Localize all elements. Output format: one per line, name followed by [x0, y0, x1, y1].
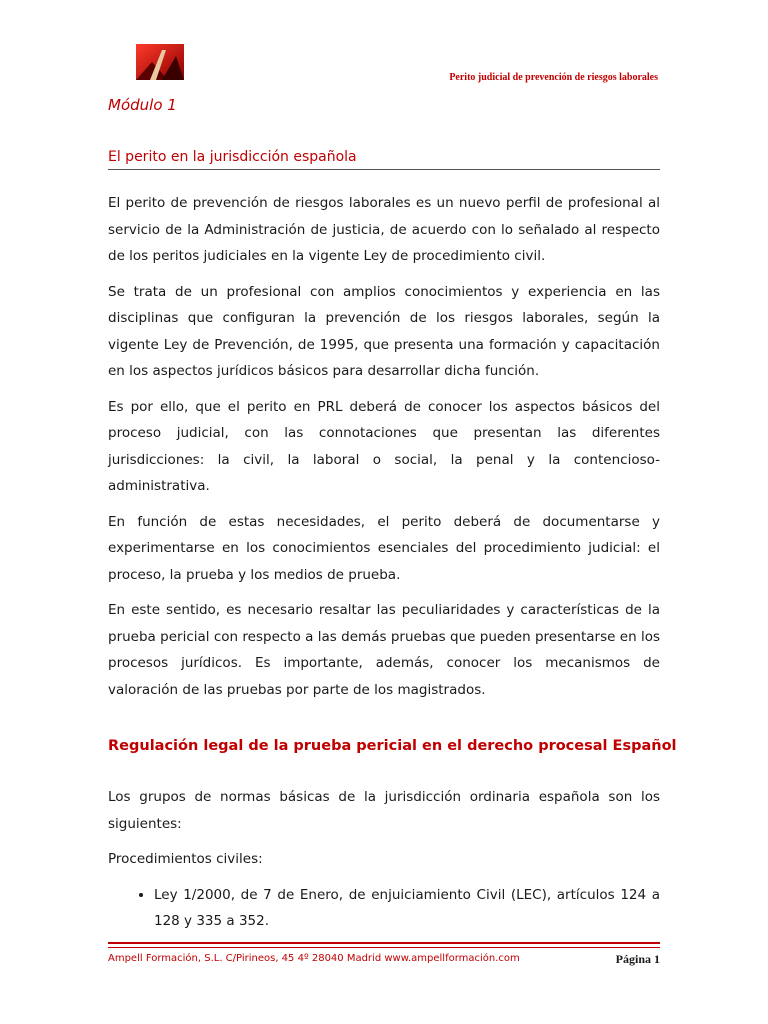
- ampell-logo-icon: [132, 42, 188, 82]
- subsection-heading: Regulación legal de la prueba pericial en el derecho procesal Español: [108, 738, 677, 754]
- bullet-list: [108, 882, 660, 935]
- paragraph: Los grupos de normas básicas de la jurisdicción ordinaria española son los siguientes:: [108, 789, 660, 832]
- page-indicator: [616, 952, 660, 967]
- paragraph: Es por ello, que el perito en PRL deberá de conocer los aspectos básicos del proceso judicial, con las connotaciones que presentan las diferentes jurisdicciones: la civil, la laboral o social, la penal y la contencioso-administrativa.: [108, 398, 660, 494]
- module-title: Módulo 1: [108, 96, 177, 114]
- section-heading: El perito en la jurisdicción española: [108, 149, 660, 170]
- footer-company-info: Ampell Formación, S.L. C/Pirineos, 45 4º 28040 Madrid www.ampellformación.com: [108, 953, 520, 964]
- page-label: Página: [615, 952, 651, 966]
- page-number: 1: [654, 952, 660, 966]
- section-body: [108, 190, 660, 712]
- footer-divider: [108, 942, 660, 948]
- paragraph: El perito de prevención de riesgos laborales es un nuevo perfil de profesional al servicio de la Administración de justicia, de acuerdo con lo señalado al respecto de los peritos judiciales en la vigente Ley de procedimiento civil.: [108, 195, 660, 264]
- list-item: • Ley 1/2000, de 7 de Enero, de enjuiciamiento Civil (LEC), artículos 124 a 128 y 335 a 352.: [154, 882, 660, 935]
- paragraph: En este sentido, es necesario resaltar las peculiaridades y características de la prueba pericial con respecto a las demás pruebas que pueden presentarse en los procesos jurídicos. Es importante, además, conocer los mecanismos de valoración de las pruebas por parte de los magistrados.: [108, 602, 660, 698]
- list-label: Procedimientos civiles:: [108, 851, 263, 867]
- subsection-body: [108, 784, 660, 935]
- paragraph: En función de estas necesidades, el perito deberá de documentarse y experimentarse en los conocimientos esenciales del procedimiento judicial: el proceso, la prueba y los medios de prueba.: [108, 513, 660, 583]
- paragraph: Se trata de un profesional con amplios conocimientos y experiencia en las disciplinas que configuran la prevención de los riesgos laborales, según la vigente Ley de Prevención, de 1995, que presenta una formación y capacitación en los aspectos jurídicos básicos para desarrollar dicha función.: [108, 283, 660, 379]
- running-header-title: Perito judicial de prevención de riesgos laborales: [449, 72, 658, 83]
